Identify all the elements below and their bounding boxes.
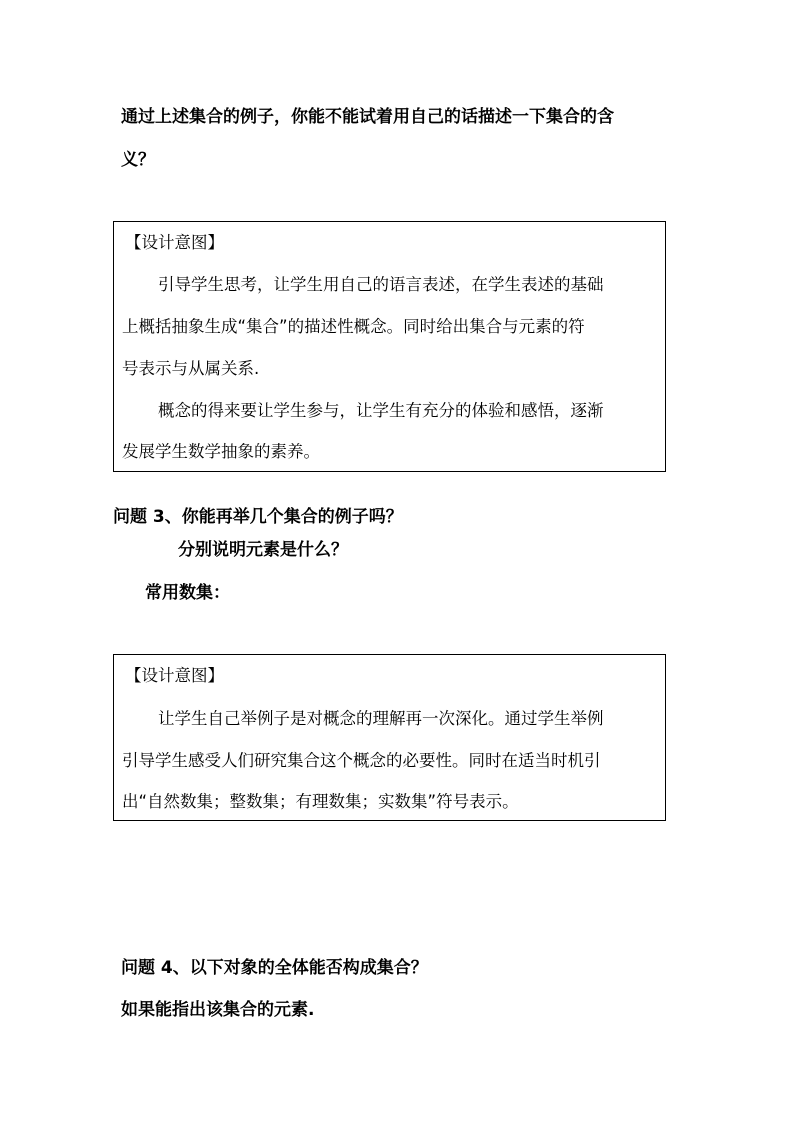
- question-4-line-1: 问题 4、以下对象的全体能否构成集合？: [121, 958, 428, 978]
- design-intent-box-2: [113, 654, 666, 821]
- design-intent-heading: 【设计意图】: [125, 233, 224, 252]
- paragraph-line: 引导学生感受人们研究集合这个概念的必要性。同时在适当时机引: [122, 751, 601, 770]
- question-2-line-1: 通过上述集合的例子，你能不能试着用自己的话描述一下集合的含: [121, 107, 614, 127]
- design-intent-heading: 【设计意图】: [125, 666, 224, 685]
- paragraph-line: 上概括抽象生成“集合”的描述性概念。同时给出集合与元素的符: [122, 317, 585, 336]
- question-3-line-3: 常用数集：: [145, 583, 230, 603]
- paragraph-line: 引导学生思考，让学生用自己的语言表述，在学生表述的基础: [158, 275, 604, 294]
- paragraph-line: 发展学生数学抽象的素养。: [122, 442, 320, 461]
- question-2-line-2: 义？: [121, 150, 155, 170]
- paragraph-line: 号表示与从属关系.: [122, 359, 260, 378]
- question-3-line-2: 分别说明元素是什么？: [178, 540, 348, 560]
- design-intent-box-1: [113, 221, 666, 472]
- paragraph-line: 让学生自己举例子是对概念的理解再一次深化。通过学生举例: [158, 709, 604, 728]
- question-4-line-2: 如果能指出该集合的元素.: [121, 1000, 315, 1020]
- paragraph-line: 概念的得来要让学生参与，让学生有充分的体验和感悟，逐渐: [158, 401, 604, 420]
- question-3-line-1: 问题 3、你能再举几个集合的例子吗？: [113, 507, 403, 527]
- paragraph-line: 出“自然数集；整数集；有理数集；实数集”符号表示。: [122, 792, 519, 811]
